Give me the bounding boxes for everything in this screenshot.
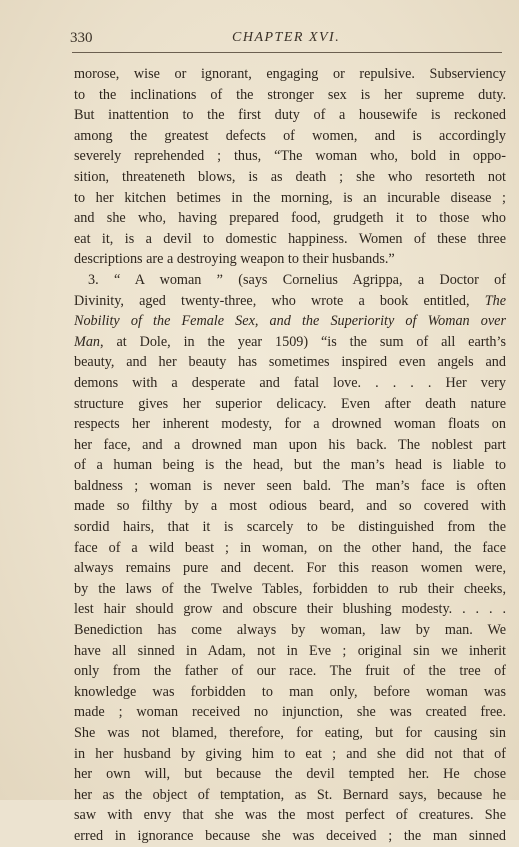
book-title-line: Nobility of the Female Sex, and the Superiority of Woman over xyxy=(74,313,506,330)
text-line: erred in ignorance because she was deceived ; the man sinned xyxy=(74,827,506,844)
text-line: by the laws of the Twelve Tables, forbidden to rub their cheeks, xyxy=(74,580,506,597)
text-line: always remains pure and decent. For this reason women were, xyxy=(74,560,506,577)
book-title-italic: Man xyxy=(74,333,101,350)
text-line: structure gives her superior delicacy. Even after death nature xyxy=(74,395,506,412)
text-line: sition, threateneth blows, is as death ; she who resorteth not xyxy=(74,168,506,185)
header-rule xyxy=(72,52,502,53)
text-line: beauty, and her beauty has sometimes inspired even angels and xyxy=(74,354,506,371)
text-line: Benediction has come always by woman, law by man. We xyxy=(74,622,506,639)
text-line: face of a wild beast ; in woman, on the other hand, the face xyxy=(74,539,506,556)
text-line: only from the father of our race. The fruit of the tree of xyxy=(74,663,506,680)
text-line: lest hair should grow and obscure their blushing modesty. . . . . xyxy=(74,601,506,618)
text-line: of a human being is the head, but the man’s head is liable to xyxy=(74,457,506,474)
page-header xyxy=(70,30,502,50)
text-line: knowledge was forbidden to man only, before woman was xyxy=(74,683,506,700)
running-head: CHAPTER XVI. xyxy=(232,30,341,45)
text-line: But inattention to the first duty of a housewife is reckoned xyxy=(74,107,506,124)
text-line xyxy=(74,332,506,353)
text-line: She was not blamed, therefore, for eating, but for causing sin xyxy=(74,725,506,741)
text-line: to the inclinations of the stronger sex is her supreme duty. xyxy=(74,86,506,103)
text-line: saw with envy that she was the most perfect of creatures. She xyxy=(74,807,506,824)
text-line: 3. “ A woman ” (says Cornelius Agrippa, a Doctor of xyxy=(88,271,506,288)
text-line: respects her inherent modesty, for a drowned woman floats on xyxy=(74,416,506,433)
text-line: demons with a desperate and fatal love. . . . . Her very xyxy=(74,374,506,391)
text-line: her face, and a drowned man upon his back. The noblest part xyxy=(74,436,506,453)
text-segment: Divinity, aged twenty-three, who wrote a book entitled, xyxy=(74,292,485,309)
text-line: made so filthy by a most odious beard, and so covered with xyxy=(74,498,506,515)
text-line: her as the object of temptation, as St. Bernard says, because he xyxy=(74,786,506,803)
text-line: to her kitchen betimes in the morning, is an incurable disease ; xyxy=(74,189,506,206)
text-line: in her husband by giving him to eat ; and she did not that of xyxy=(74,745,506,762)
text-line: made ; woman received no injunction, she was created free. xyxy=(74,704,506,721)
text-line: severely reprehended ; thus, “The woman who, bold in oppo- xyxy=(74,148,506,165)
book-title-italic: The xyxy=(484,292,506,309)
text-line: sordid hairs, that it is scarcely to be distinguished from the xyxy=(74,519,506,536)
text-line: among the greatest defects of women, and is accordingly xyxy=(74,127,506,144)
body-text xyxy=(74,64,506,847)
text-line: have all sinned in Adam, not in Eve ; original sin we inherit xyxy=(74,642,506,659)
page-number: 330 xyxy=(70,30,93,46)
text-line: and she who, having prepared food, grudgeth it to those who xyxy=(74,210,506,227)
text-line: eat it, is a devil to domestic happiness. Women of these three xyxy=(74,230,506,247)
text-line xyxy=(74,291,506,312)
text-segment: , at Dole, in the year 1509) “is the sum of all earth’s xyxy=(100,333,506,350)
text-line: descriptions are a destroying weapon to their husbands.” xyxy=(74,251,395,268)
text-line: baldness ; woman is never seen bald. The man’s face is often xyxy=(74,477,506,494)
text-line: her own will, but because the devil tempted her. He chose xyxy=(74,766,506,783)
text-line: morose, wise or ignorant, engaging or repulsive. Subserviency xyxy=(74,66,506,82)
